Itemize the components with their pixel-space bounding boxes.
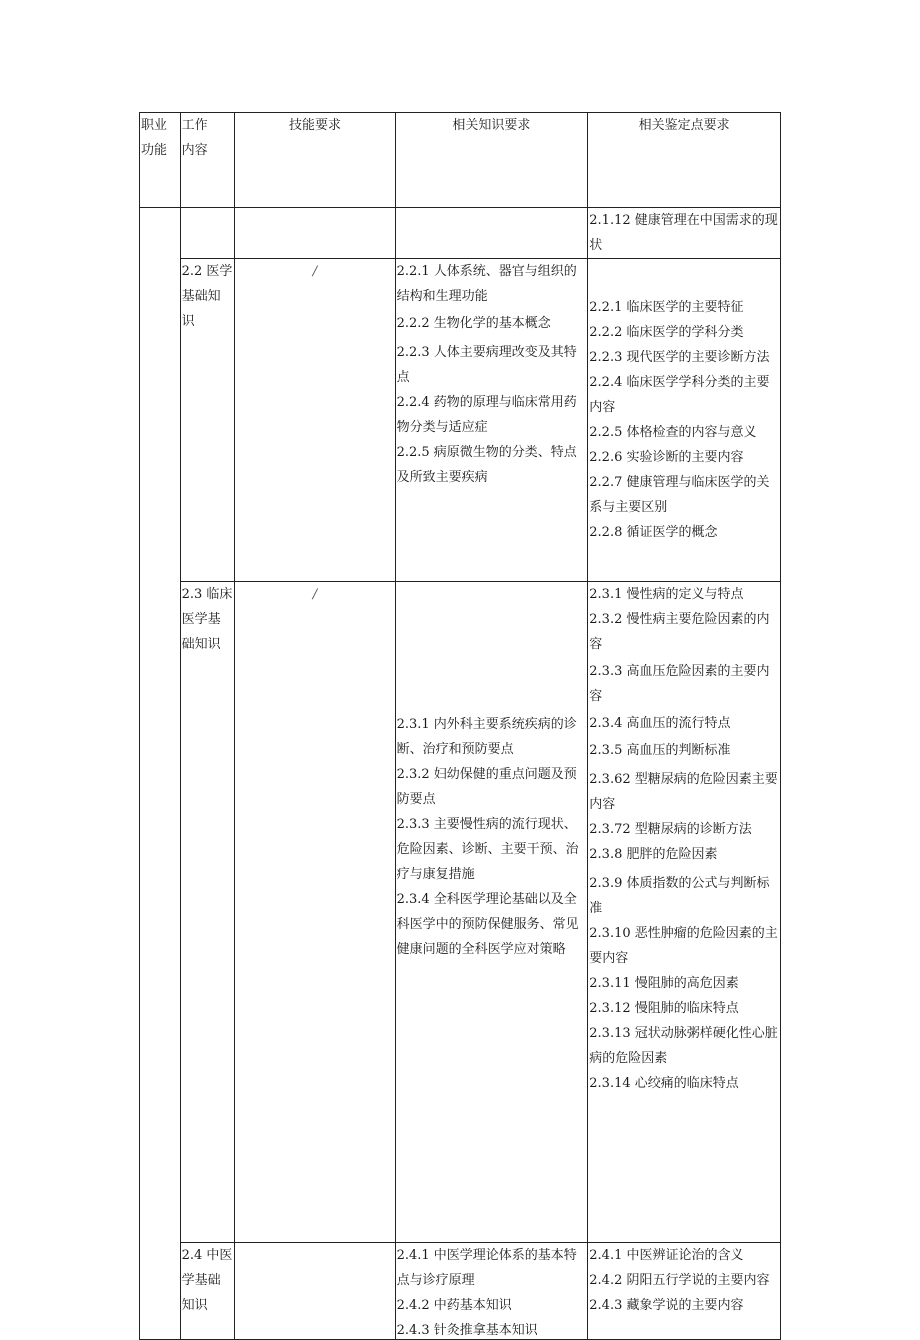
assessment-cell (588, 1243, 781, 1340)
assessment-item: 2.3.10 恶性肿瘤的危险因素的主要内容 (589, 926, 778, 966)
assessment-item: 2.3.11 慢阻肺的高危因素 (589, 976, 739, 991)
header-work-line-2: 内容 (181, 143, 208, 158)
assessment-item: 2.2.3 现代医学的主要诊断方法 (589, 350, 770, 365)
skill-cell: / (235, 582, 395, 1243)
skill-cell (235, 1243, 395, 1340)
knowledge-item: 2.4.2 中药基本知识 (396, 1298, 512, 1313)
assessment-item: 2.2.8 循证医学的概念 (589, 525, 718, 540)
assessment-item: 2.2.1 临床医学的主要特征 (589, 300, 744, 315)
header-func-line-2: 功能 (141, 143, 168, 158)
assessment-item: 2.4.2 阴阳五行学说的主要内容 (589, 1273, 770, 1288)
assessment-item: 2.3.8 肥胖的危险因素 (589, 847, 718, 862)
assessment-item: 2.3.62 型糖尿病的危险因素主要内容 (589, 772, 778, 812)
func-cell (140, 208, 181, 1340)
table-row (140, 208, 781, 259)
knowledge-item: 2.2.1 人体系统、器官与组织的结构和生理功能 (396, 264, 577, 304)
knowledge-item: 2.3.1 内外科主要系统疾病的诊断、治疗和预防要点 (396, 717, 577, 757)
knowledge-cell (395, 259, 588, 582)
knowledge-item: 2.3.4 全科医学理论基础以及全科医学中的预防保健服务、常见健康问题的全科医学应对策略 (396, 892, 579, 957)
assessment-item: 2.2.5 体格检查的内容与意义 (589, 425, 757, 440)
header-func (140, 113, 181, 208)
assessment-item: 2.2.2 临床医学的学科分类 (589, 325, 744, 340)
knowledge-item: 2.3.2 妇幼保健的重点问题及预防要点 (396, 767, 577, 807)
header-skill: 技能要求 (235, 113, 395, 208)
header-knowledge: 相关知识要求 (395, 113, 588, 208)
work-cell (180, 208, 235, 259)
assessment-cell (588, 208, 781, 259)
knowledge-cell (395, 1243, 588, 1340)
assessment-item: 2.3.3 高血压危险因素的主要内容 (589, 664, 770, 704)
knowledge-cell (395, 208, 588, 259)
assessment-item: 2.3.72 型糖尿病的诊断方法 (589, 822, 752, 837)
assessment-item: 2.2.7 健康管理与临床医学的关系与主要区别 (589, 475, 770, 515)
skill-standard-table (139, 112, 781, 1340)
assessment-item: 2.3.4 高血压的流行特点 (589, 716, 731, 731)
knowledge-cell (395, 582, 588, 1243)
knowledge-item: 2.2.3 人体主要病理改变及其特点 (396, 345, 577, 385)
assessment-item: 2.3.12 慢阻肺的临床特点 (589, 1001, 739, 1016)
header-assessment: 相关鉴定点要求 (588, 113, 781, 208)
assessment-item: 2.3.5 高血压的判断标准 (589, 743, 731, 758)
assessment-item: 2.3.2 慢性病主要危险因素的内容 (589, 612, 770, 652)
assessment-item: 2.3.1 慢性病的定义与特点 (589, 587, 744, 602)
assessment-item: 2.2.6 实验诊断的主要内容 (589, 450, 744, 465)
skill-cell (235, 208, 395, 259)
skill-cell: / (235, 259, 395, 582)
table-row (140, 582, 781, 1243)
knowledge-item: 2.2.5 病原微生物的分类、特点及所致主要疾病 (396, 445, 577, 485)
header-func-line-1: 职业 (141, 118, 168, 133)
table-row (140, 1243, 781, 1340)
assessment-item: 2.1.12 健康管理在中国需求的现状 (589, 213, 778, 253)
header-work (180, 113, 235, 208)
assessment-item: 2.3.9 体质指数的公式与判断标准 (589, 876, 770, 916)
header-row (140, 113, 781, 208)
assessment-item: 2.3.13 冠状动脉粥样硬化性心脏病的危险因素 (589, 1026, 778, 1066)
work-cell: 2.3 临床医学基础知识 (180, 582, 235, 1243)
knowledge-item: 2.4.3 针灸推拿基本知识 (396, 1323, 538, 1338)
assessment-cell (588, 259, 781, 582)
knowledge-clip (397, 1243, 587, 1339)
header-work-line-1: 工作 (181, 118, 208, 133)
assessment-cell (588, 582, 781, 1243)
assessment-item: 2.4.3 藏象学说的主要内容 (589, 1298, 744, 1313)
table-row (140, 259, 781, 582)
knowledge-item: 2.2.4 药物的原理与临床常用药物分类与适应症 (396, 395, 577, 435)
work-cell: 2.2 医学基础知识 (180, 259, 235, 582)
knowledge-item: 2.2.2 生物化学的基本概念 (396, 316, 551, 331)
knowledge-item: 2.3.3 主要慢性病的流行现状、危险因素、诊断、主要干预、治疗与康复措施 (396, 817, 579, 882)
assessment-item: 2.4.1 中医辨证论治的含义 (589, 1248, 744, 1263)
work-cell: 2.4 中医学基础知识 (180, 1243, 235, 1340)
assessment-item: 2.3.14 心绞痛的临床特点 (589, 1076, 739, 1091)
knowledge-item: 2.4.1 中医学理论体系的基本特点与诊疗原理 (396, 1248, 577, 1288)
assessment-item: 2.2.4 临床医学学科分类的主要内容 (589, 375, 770, 415)
